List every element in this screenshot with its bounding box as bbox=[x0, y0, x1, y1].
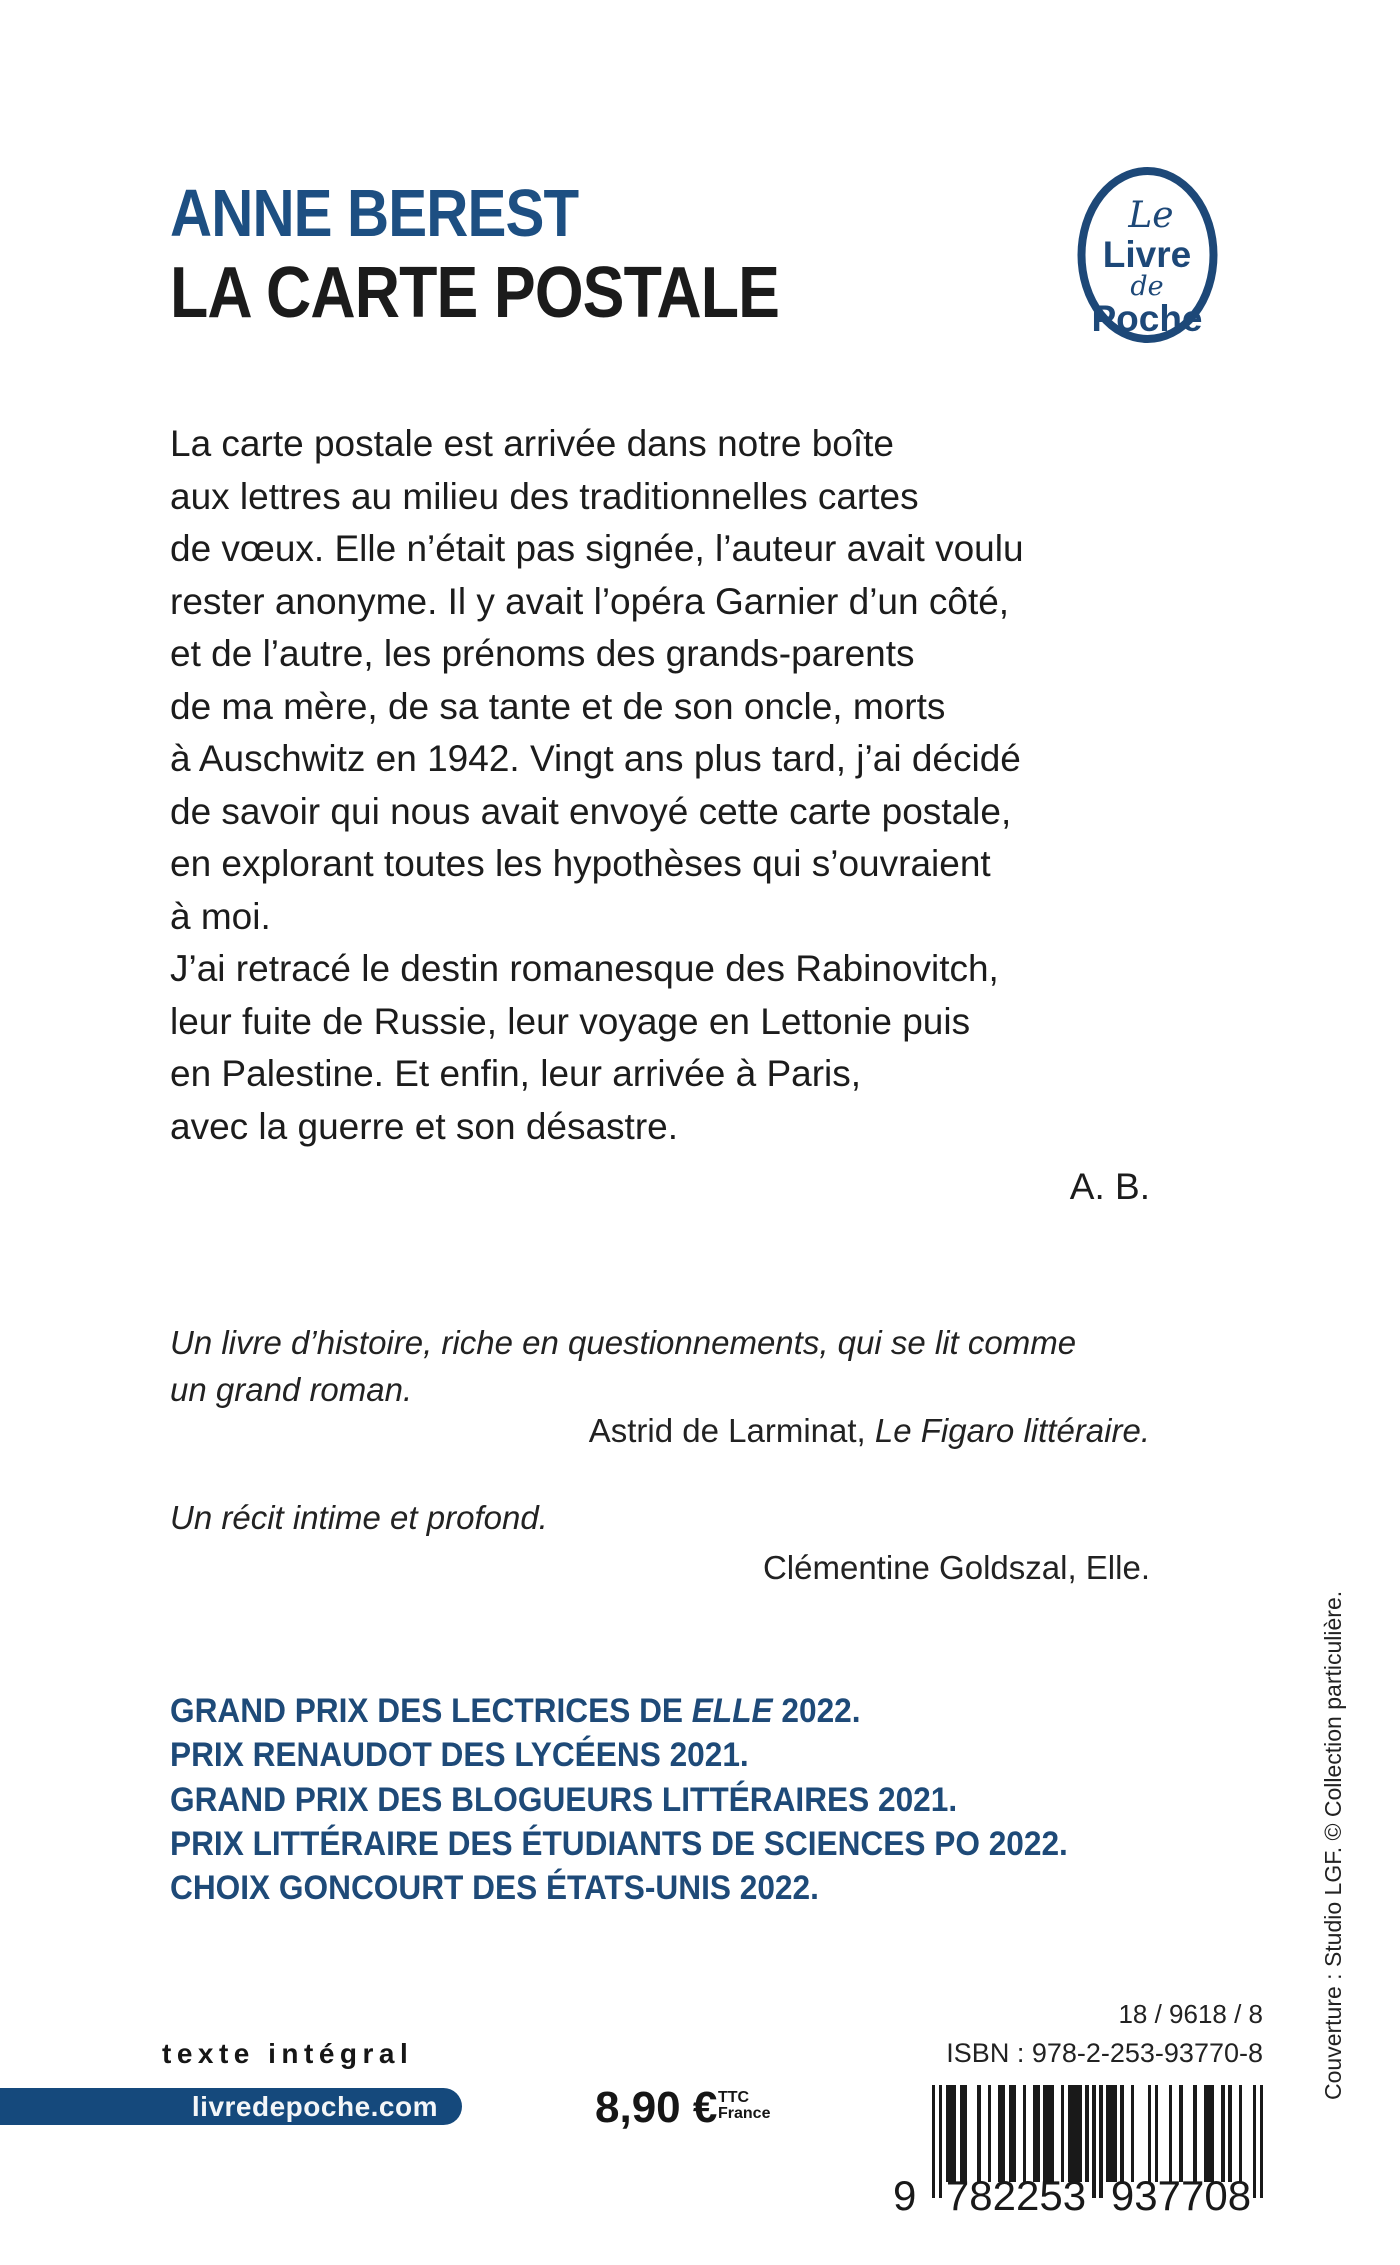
website-url: livredepoche.com bbox=[191, 2091, 438, 2122]
barcode-digits-left: 782253 bbox=[945, 2172, 1087, 2219]
attribution-name: Astrid de Larminat, bbox=[588, 1412, 875, 1449]
blurb-line: J’ai retracé le destin romanesque des Rabinovitch, bbox=[170, 948, 999, 989]
texte-integral-label: texte intégral bbox=[162, 2038, 414, 2069]
blurb-line: de savoir qui nous avait envoyé cette carte postale, bbox=[170, 790, 1012, 832]
attribution-name: Clémentine Goldszal, bbox=[762, 1549, 1086, 1586]
logo-livre: Livre bbox=[1102, 234, 1192, 275]
logo-le: Le bbox=[1128, 195, 1174, 236]
back-cover-blurb bbox=[170, 418, 1220, 1153]
book-title: LA CARTE POSTALE bbox=[170, 253, 779, 333]
price-tax-note: TTC France bbox=[718, 2089, 771, 2122]
blurb-line: de ma mère, de sa tante et de son oncle, morts bbox=[170, 685, 946, 727]
attribution-source: Elle. bbox=[1085, 1549, 1150, 1586]
barcode-digit-first: 9 bbox=[893, 2172, 917, 2219]
press-quote-figaro bbox=[170, 1319, 1180, 1413]
award-line: CHOIX GONCOURT DES ÉTATS-UNIS 2022. bbox=[170, 1869, 819, 1908]
cover-credit: Couverture : Studio LGF. © Collection particulière. bbox=[1320, 1590, 1346, 2100]
awards-list bbox=[170, 1689, 1068, 1910]
blurb-line: en explorant toutes les hypothèses qui s’ouvraient bbox=[170, 843, 991, 884]
attribution-source: Le Figaro littéraire. bbox=[874, 1412, 1150, 1449]
press-quote-elle: Un récit intime et profond. bbox=[170, 1499, 548, 1536]
blurb-line: avec la guerre et son désastre. bbox=[170, 1105, 679, 1147]
isbn-number: ISBN : 978-2-253-93770-8 bbox=[946, 2038, 1263, 2068]
quote-line: Un livre d’histoire, riche en questionnements, qui se lit comme bbox=[170, 1324, 1077, 1361]
blurb-line: et de l’autre, les prénoms des grands-parents bbox=[170, 633, 915, 674]
blurb-line: de vœux. Elle n’était pas signée, l’auteur avait voulu bbox=[170, 528, 1024, 569]
award-line: GRAND PRIX DES LECTRICES DE ELLE 2022. bbox=[170, 1692, 861, 1730]
website-bar bbox=[0, 2088, 462, 2125]
award-line: GRAND PRIX DES BLOGUEURS LITTÉRAIRES 2021. bbox=[170, 1780, 958, 1819]
award-line: PRIX LITTÉRAIRE DES ÉTUDIANTS DE SCIENCES PO 2022. bbox=[170, 1824, 1068, 1863]
quote-attribution-figaro bbox=[170, 1412, 1150, 1450]
blurb-line: à moi. bbox=[170, 895, 271, 937]
author-initials-signature: A. B. bbox=[1069, 1166, 1150, 1207]
edition-code: 18 / 9618 / 8 bbox=[1118, 1999, 1263, 2029]
blurb-line: en Palestine. Et enfin, leur arrivée à Paris, bbox=[170, 1053, 862, 1094]
blurb-line: à Auschwitz en 1942. Vingt ans plus tard, j’ai décidé bbox=[170, 738, 1021, 779]
price: 8,90 € bbox=[595, 2083, 718, 2132]
logo-de: de bbox=[1130, 271, 1164, 302]
award-line: PRIX RENAUDOT DES LYCÉENS 2021. bbox=[170, 1736, 749, 1775]
livre-de-poche-oval-icon bbox=[1075, 163, 1220, 347]
quote-attribution-elle bbox=[170, 1549, 1150, 1587]
blurb-line: rester anonyme. Il y avait l’opéra Garnier d’un côté, bbox=[170, 580, 1010, 622]
barcode-digits-right: 937708 bbox=[1110, 2172, 1252, 2219]
quote-line: un grand roman. bbox=[170, 1371, 413, 1408]
blurb-line: leur fuite de Russie, leur voyage en Lettonie puis bbox=[170, 1000, 971, 1042]
blurb-line: aux lettres au milieu des traditionnelles cartes bbox=[170, 475, 919, 517]
publisher-logo bbox=[1075, 163, 1220, 347]
blurb-line: La carte postale est arrivée dans notre boîte bbox=[170, 423, 894, 464]
author-name: ANNE BEREST bbox=[170, 176, 579, 251]
logo-poche: Poche bbox=[1091, 298, 1203, 339]
